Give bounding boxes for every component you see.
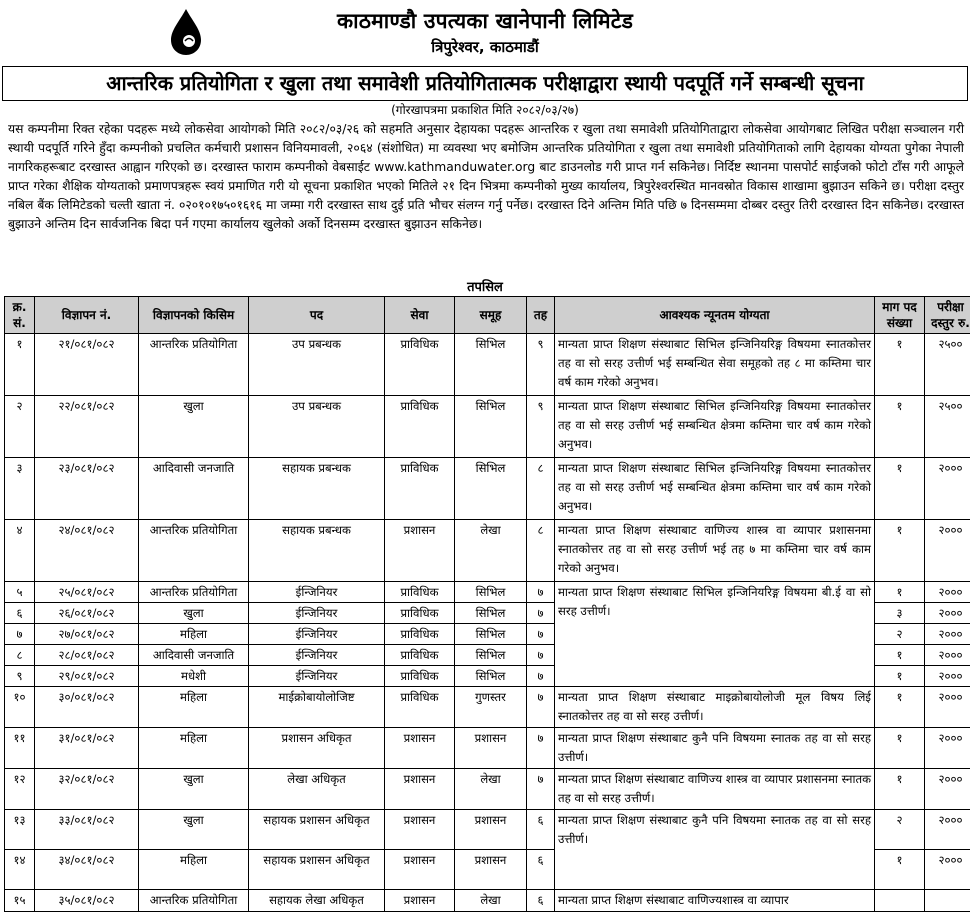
cell-group: प्रशासन [455,810,527,850]
cell-demand: १ [875,850,925,890]
cell-group: प्रशासन [455,850,527,890]
cell-ad-no: २१/०८१/०८२ [35,334,139,396]
cell-ad-no: २५/०८१/०८२ [35,582,139,603]
cell-ad-no: ३१/०८१/०८२ [35,728,139,769]
cell-qualification: मान्यता प्राप्त शिक्षण संस्थाबाट माइक्रोबायोलोजी मूल विषय लिई स्नातकोत्तर तह वा सो सरह उत्तीर्ण। [555,687,875,728]
cell-ad-type: खुला [139,396,249,458]
cell-ad-type: आन्तरिक प्रतियोगिता [139,520,249,582]
cell-group: सिभिल [455,603,527,624]
table-row [5,890,970,912]
cell-demand: २ [875,810,925,850]
cell-group: सिभिल [455,645,527,666]
cell-level: ९ [527,334,555,396]
cell-fee: २५०० [925,396,970,458]
organization-address: त्रिपुरेश्वर, काठमाडौं [0,37,970,57]
col-header-demand: माग पद संख्या [875,297,925,334]
cell-post: सहायक प्रबन्धक [249,520,385,582]
cell-sn: १२ [5,769,35,810]
cell-sn: ६ [5,603,35,624]
cell-post: लेखा अधिकृत [249,769,385,810]
cell-sn: २ [5,396,35,458]
cell-service: प्राविधिक [385,396,455,458]
cell-service: प्राविधिक [385,334,455,396]
cell-qualification: मान्यता प्राप्त शिक्षण संस्थाबाट सिभिल इन्जिनियरिङ्ग विषयमा स्नातकोत्तर तह वा सो सरह उत्तीर्ण भई सम्बन्धित क्षेत्रमा कम्तिमा चार वर्ष काम गरेको अनुभव। [555,458,875,520]
cell-demand: १ [875,728,925,769]
cell-post: ईन्जिनियर [249,624,385,645]
cell-ad-type: महिला [139,850,249,890]
cell-demand: ३ [875,603,925,624]
notice-title: आन्तरिक प्रतियोगिता र खुला तथा समावेशी प्रतियोगितात्मक परीक्षाद्वारा स्थायी पदपूर्ति गर्ने सम्बन्धी सूचना [2,66,968,101]
cell-sn: १० [5,687,35,728]
cell-demand: १ [875,582,925,603]
cell-level: ६ [527,810,555,850]
cell-post: माईक्रोबायोलोजिष्ट [249,687,385,728]
col-header-post: पद [249,297,385,334]
cell-fee: २००० [925,687,970,728]
cell-group: लेखा [455,520,527,582]
cell-demand: १ [875,687,925,728]
col-header-service: सेवा [385,297,455,334]
cell-level: ६ [527,850,555,890]
cell-fee: २५०० [925,334,970,396]
cell-sn: ५ [5,582,35,603]
cell-service: प्राविधिक [385,645,455,666]
cell-sn: ३ [5,458,35,520]
cell-ad-no: २९/०८१/०८२ [35,666,139,687]
cell-demand [875,890,925,912]
cell-sn: ७ [5,624,35,645]
cell-fee: २००० [925,666,970,687]
cell-ad-no: २४/०८१/०८२ [35,520,139,582]
col-header-sn: क्र. सं. [5,297,35,334]
cell-ad-no: ३४/०८१/०८२ [35,850,139,890]
cell-demand: १ [875,645,925,666]
table-row [5,582,970,603]
cell-group: सिभिल [455,666,527,687]
cell-level: ६ [527,890,555,912]
cell-fee: २००० [925,458,970,520]
table-header-row [5,297,970,334]
cell-qualification: मान्यता प्राप्त शिक्षण संस्थाबाट वाणिज्य शास्त्र वा व्यापार प्रशासनमा स्नातक तह वा सो सरह उत्तीर्ण। [555,769,875,810]
table-caption: तपसिल [0,277,970,295]
cell-fee: २००० [925,603,970,624]
cell-post: प्रशासन अधिकृत [249,728,385,769]
cell-level: ८ [527,520,555,582]
cell-level: ७ [527,666,555,687]
cell-sn: ९ [5,666,35,687]
cell-group: सिभिल [455,458,527,520]
cell-demand: १ [875,666,925,687]
cell-ad-no: ३३/०८१/०८२ [35,810,139,850]
cell-level: ७ [527,769,555,810]
cell-service: प्रशासन [385,769,455,810]
cell-ad-type: आन्तरिक प्रतियोगिता [139,334,249,396]
cell-level: ९ [527,396,555,458]
cell-post: ईन्जिनियर [249,582,385,603]
cell-group: सिभिल [455,582,527,603]
col-header-ad-no: विज्ञापन नं. [35,297,139,334]
cell-level: ७ [527,687,555,728]
cell-post: उप प्रबन्धक [249,396,385,458]
cell-level: ७ [527,624,555,645]
cell-fee: २००० [925,850,970,890]
cell-ad-no: ३५/०८१/०८२ [35,890,139,912]
cell-ad-no: ३०/०८१/०८२ [35,687,139,728]
cell-qualification: मान्यता प्राप्त शिक्षण संस्थाबाट सिभिल इन्जिनियरिङ्ग विषयमा स्नातकोत्तर तह वा सो सरह उत्तीर्ण भई सम्बन्धित क्षेत्रमा कम्तिमा चार वर्ष काम गरेको अनुभव। [555,396,875,458]
table-row [5,728,970,769]
cell-ad-no: २२/०८१/०८२ [35,396,139,458]
cell-post: ईन्जिनियर [249,666,385,687]
cell-demand: १ [875,769,925,810]
cell-level: ७ [527,603,555,624]
cell-fee: २००० [925,520,970,582]
cell-sn: ८ [5,645,35,666]
cell-ad-no: २८/०८१/०८२ [35,645,139,666]
cell-ad-type: खुला [139,603,249,624]
cell-qualification: मान्यता प्राप्त शिक्षण संस्थाबाट सिभिल इन्जिनियरिङ्ग विषयमा बी.ई वा सो सरह उत्तीर्ण। [555,582,875,687]
cell-ad-type: आदिवासी जनजाति [139,645,249,666]
cell-group: गुणस्तर [455,687,527,728]
cell-ad-type: खुला [139,810,249,850]
cell-service: प्राविधिक [385,624,455,645]
cell-ad-no: ३२/०८१/०८२ [35,769,139,810]
table-row [5,520,970,582]
cell-post: ईन्जिनियर [249,603,385,624]
cell-ad-type: महिला [139,624,249,645]
cell-group: सिभिल [455,334,527,396]
table-row [5,396,970,458]
organization-name: काठमाण्डौ उपत्यका खानेपानी लिमिटेड [0,7,970,35]
cell-fee: २००० [925,810,970,850]
notice-body: यस कम्पनीमा रिक्त रहेका पदहरू मध्ये लोकसेवा आयोगको मिति २०८२/०३/२६ को सहमति अनुसार देहायका पदहरू आन्तरिक र खुला तथा समावेशी प्रतियोगिताद्वारा लोकसेवा आयोगबाट लिखित परीक्षा सञ्चालन गरी स्थायी पदपूर्ति गरिने हुँदा कम्पनीको प्रचलित कर्मचारी प्रशासन विनियमावली, २०६४ (संशोधित) मा व्यवस्था भए बमोजिम आन्तरिक प्रतियोगिता र खुला तथा समावेशी प्रतियोगिताको लागि देहायका योग्यता पुगेका नेपाली नागरिकहरूबाट दरखास्त आह्वान गरिएको छ। दरखास्त फाराम कम्पनीको वेबसाईट www.kathmanduwater.org बाट डाउनलोड गरी प्राप्त गर्न सकिनेछ। निर्दिष्ट स्थानमा पासपोर्ट साईजको फोटो टाँस गरी आफूले प्राप्त गरेका शैक्षिक योग्यताको प्रमाणपत्रहरू स्वयं प्रमाणित गरी यो सूचना प्रकाशित भएको मितिले २१ दिन भित्रमा कम्पनीको मुख्य कार्यालय, त्रिपुरेश्वरस्थित मानवस्रोत विकास शाखामा बुझाउन सकिने छ। परीक्षा दस्तुर नबिल बैंक लिमिटेडको चल्ती खाता नं. ०२०१०१७५०१६१६ मा जम्मा गरी दरखास्त साथ दुई प्रति भौचर संलग्न गर्नु पर्नेछ। दरखास्त दिने अन्तिम मिति पछि ७ दिनसम्ममा दोब्बर दस्तुर तिरी दरखास्त दिन सकिनेछ। दरखास्त बुझाउने अन्तिम दिन सार्वजनिक बिदा पर्न गएमा कार्यालय खुलेको अर्को दिनसम्म दरखास्त बुझाउन सकिनेछ। [8,120,964,234]
cell-group: लेखा [455,769,527,810]
cell-sn: १४ [5,850,35,890]
cell-fee: २००० [925,769,970,810]
cell-ad-type: मधेशी [139,666,249,687]
cell-service: प्राविधिक [385,666,455,687]
publication-date: (गोरखापत्रमा प्रकाशित मिति २०८२/०३/२७) [0,101,970,118]
cell-post: सहायक लेखा अधिकृत [249,890,385,912]
document-header [0,0,970,66]
cell-ad-type: आदिवासी जनजाति [139,458,249,520]
cell-service: प्रशासन [385,520,455,582]
cell-group: प्रशासन [455,728,527,769]
table-row [5,458,970,520]
col-header-qualification: आवश्यक न्यूनतम योग्यता [555,297,875,334]
cell-group: सिभिल [455,624,527,645]
cell-group: लेखा [455,890,527,912]
cell-qualification: मान्यता प्राप्त शिक्षण संस्थाबाट वाणिज्यशास्त्र वा व्यापार [555,890,875,912]
col-header-group: समूह [455,297,527,334]
cell-service: प्राविधिक [385,458,455,520]
vacancy-table [4,296,970,912]
cell-ad-no: २६/०८१/०८२ [35,603,139,624]
cell-service: प्रशासन [385,810,455,850]
cell-sn: १३ [5,810,35,850]
cell-service: प्राविधिक [385,687,455,728]
cell-service: प्राविधिक [385,582,455,603]
cell-service: प्रशासन [385,728,455,769]
cell-fee: २००० [925,582,970,603]
col-header-ad-type: विज्ञापनको किसिम [139,297,249,334]
cell-service: प्रशासन [385,890,455,912]
cell-service: प्रशासन [385,850,455,890]
cell-demand: १ [875,520,925,582]
cell-qualification: मान्यता प्राप्त शिक्षण संस्थाबाट कुनै पनि विषयमा स्नातक तह वा सो सरह उत्तीर्ण। [555,810,875,890]
cell-qualification: मान्यता प्राप्त शिक्षण संस्थाबाट सिभिल इन्जिनियरिङ्ग विषयमा स्नातकोत्तर तह वा सो सरह उत्तीर्ण भई सम्बन्धित सेवा समूहको तह ८ मा कम्तिमा चार वर्ष काम गरेको अनुभव। [555,334,875,396]
cell-fee: २००० [925,624,970,645]
cell-post: सहायक प्रशासन अधिकृत [249,810,385,850]
cell-demand: १ [875,396,925,458]
cell-post: ईन्जिनियर [249,645,385,666]
cell-fee [925,890,970,912]
cell-fee: २००० [925,728,970,769]
cell-qualification: मान्यता प्राप्त शिक्षण संस्थाबाट वाणिज्य शास्त्र वा व्यापार प्रशासनमा स्नातकोत्तर तह वा सो सरह उत्तीर्ण भई तह ७ मा कम्तिमा चार वर्ष काम गरेको अनुभव। [555,520,875,582]
cell-demand: २ [875,624,925,645]
cell-ad-type: खुला [139,769,249,810]
cell-post: उप प्रबन्धक [249,334,385,396]
cell-sn: १५ [5,890,35,912]
cell-level: ७ [527,582,555,603]
cell-service: प्राविधिक [385,603,455,624]
cell-ad-type: महिला [139,728,249,769]
cell-ad-type: महिला [139,687,249,728]
cell-sn: ४ [5,520,35,582]
cell-group: सिभिल [455,396,527,458]
col-header-level: तह [527,297,555,334]
table-row [5,687,970,728]
cell-demand: १ [875,458,925,520]
table-row [5,810,970,850]
cell-demand: १ [875,334,925,396]
cell-sn: ११ [5,728,35,769]
cell-ad-no: २७/०८१/०८२ [35,624,139,645]
cell-qualification: मान्यता प्राप्त शिक्षण संस्थाबाट कुनै पनि विषयमा स्नातक तह वा सो सरह उत्तीर्ण। [555,728,875,769]
cell-post: सहायक प्रशासन अधिकृत [249,850,385,890]
cell-level: ७ [527,728,555,769]
table-row [5,769,970,810]
table-row [5,334,970,396]
cell-level: ७ [527,645,555,666]
cell-post: सहायक प्रबन्धक [249,458,385,520]
cell-ad-no: २३/०८१/०८२ [35,458,139,520]
col-header-fee: परीक्षा दस्तुर रु. [925,297,970,334]
cell-ad-type: आन्तरिक प्रतियोगिता [139,582,249,603]
cell-level: ८ [527,458,555,520]
cell-fee: २००० [925,645,970,666]
cell-sn: १ [5,334,35,396]
cell-ad-type: आन्तरिक प्रतियोगिता [139,890,249,912]
